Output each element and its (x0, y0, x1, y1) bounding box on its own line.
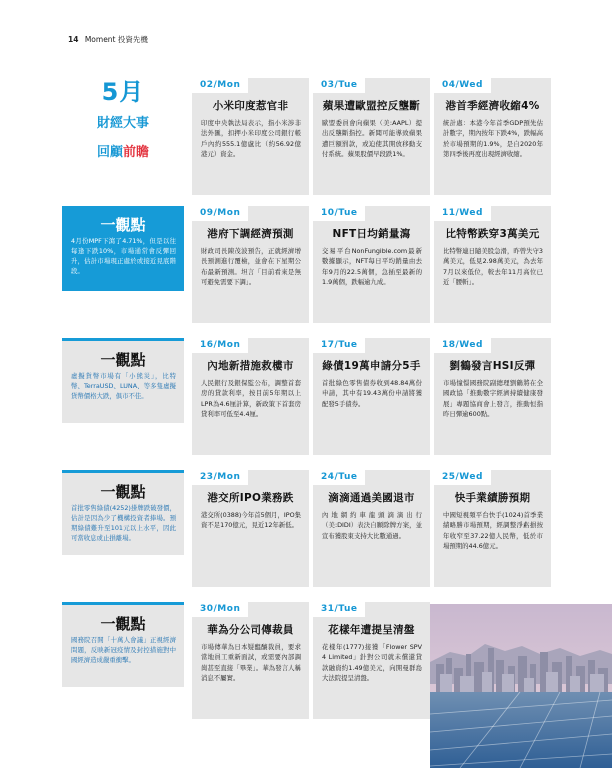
news-card (192, 470, 309, 587)
viewpoint-title: 一觀點 (100, 351, 146, 369)
card-body: 歐盟委員會向蘋果（美:AAPL）提出反壟斷指控。新聞可能導致蘋果遭巨額罰款，或迫使其開放移動支付系統。蘋果股價早段跌1%。 (322, 119, 422, 159)
running-header (68, 34, 148, 45)
title-line2-a: 回顧 (96, 145, 123, 160)
viewpoint-text: 首批零售綠債(4252)掛牌跌破發價，估計是因為少了機構投資者捧場。預期綠債難升至101元以上水平，因此可當收息或止損離場。 (71, 504, 176, 542)
news-card (434, 206, 551, 323)
card-title: 內地新措施救樓市 (207, 360, 294, 372)
title-line2 (62, 141, 184, 160)
card-body: 花樣年(1777)接獲「Flower SPV 4 Limited」針對公司就未償還貸款融資約1.49億美元，向開曼群島大法院提呈清盤。 (322, 643, 422, 683)
news-card (313, 470, 430, 587)
card-body: 首批綠色零售債券收到48.84萬份申請，其中有19.43萬份申請將獲配發5手債券。 (322, 379, 422, 408)
card-body: 港交所(0388)今年首5個月，IPO集資不足170億元，見近12年新低。 (201, 511, 301, 530)
news-card (192, 206, 309, 323)
card-title: 快手業績勝預期 (454, 492, 531, 504)
viewpoint-text: 4月份MPF下瀉了4.71%，但是以往每逢下跌10%，市場通常會反彈回升，估計市場現正處於或接近見底階段。 (71, 237, 176, 275)
card-body: 印度中央執法局表示，指小米涉非法外匯，扣押小米印度公司銀行帳戶內約555.1億盧比（約56.92億港元）資金。 (201, 119, 301, 159)
card-body: 中國短視頻平台快手(1024)首季業績略勝市場預期，經調整淨虧損按年收窄至37.22億人民幣，低於市場預期的44.6億元。 (443, 511, 543, 551)
viewpoint-box-2 (62, 338, 184, 423)
news-card (313, 338, 430, 455)
title-line1: 財經大事 (96, 116, 149, 131)
card-body: 統計處：本港今年首季GDP預先估計數字，期內按年下跌4%，跌幅高於市場預期的1.9%，是自2020年第四季後再度出現經濟收縮。 (443, 119, 543, 159)
card-date: 18/Wed (434, 338, 491, 353)
card-date: 25/Wed (434, 470, 491, 485)
card-date: 11/Wed (434, 206, 491, 221)
card-title: 蘋果遭歐盟控反壟斷 (322, 100, 421, 112)
news-card (313, 602, 430, 719)
news-card (434, 470, 551, 587)
card-title: 小米印度惹官非 (212, 100, 289, 112)
card-body: 人民銀行及銀保監公布，調整首套房的貸款利率，按目前5年期以上LPR為4.6厘計算，新政策下首套房貸利率可低至4.4厘。 (201, 379, 301, 419)
card-date: 16/Mon (192, 338, 248, 353)
viewpoint-title: 一觀點 (100, 615, 146, 633)
viewpoint-title: 一觀點 (100, 483, 146, 501)
card-date: 31/Tue (313, 602, 365, 617)
title-line2-b: 前瞻 (123, 145, 150, 160)
card-date: 04/Wed (434, 78, 491, 93)
card-date: 23/Mon (192, 470, 248, 485)
card-title: 港交所IPO業務跌 (207, 492, 294, 504)
card-body: 比特幣連日隨美股急滑，昨曾失守3萬美元，低見2.98萬美元，為去年7月以來低位，較去年11月高位已近「腰斬」。 (443, 247, 543, 287)
card-date: 17/Tue (313, 338, 365, 353)
viewpoint-box-4 (62, 602, 184, 687)
card-title: NFT日均銷量瀉 (332, 228, 411, 240)
card-date: 30/Mon (192, 602, 248, 617)
news-card (434, 338, 551, 455)
page-number: 14 (68, 35, 79, 44)
card-date: 03/Tue (313, 78, 365, 93)
magazine-name: Moment 投資先機 (84, 35, 148, 44)
card-date: 24/Tue (313, 470, 365, 485)
card-title: 綠債19萬申請分5手 (322, 360, 421, 372)
card-title: 滴滴通過美國退市 (328, 492, 415, 504)
news-card (192, 338, 309, 455)
news-card (192, 602, 309, 719)
news-card (313, 78, 430, 195)
news-card (434, 78, 551, 195)
card-body: 市場傳華為日本疑醞釀裁員，要求當地員工重新面試，或需要內部調崗甚至直接「畢業」。華為發言人稱消息不屬實。 (201, 643, 301, 683)
card-title: 比特幣跌穿3萬美元 (445, 228, 540, 240)
card-title: 花樣年遭提呈清盤 (328, 624, 415, 636)
card-title: 華為分公司傳裁員 (207, 624, 294, 636)
card-body: 交易平台NonFungible.com最新數據顯示，NFT每日平均銷量由去年9月的22.5萬個，急插至最新的1.9萬個，跌幅逾九成。 (322, 247, 422, 287)
section-title (62, 78, 184, 178)
viewpoint-text: 虛擬貨幣市場有「小熊災」，比特幣、TerraUSD、LUNA、等多隻虛擬貨幣價格大跌，俱市不佳。 (71, 372, 176, 400)
title-month: 5月 (101, 78, 145, 106)
card-date: 02/Mon (192, 78, 248, 93)
card-title: 港府下調經濟預測 (207, 228, 294, 240)
viewpoint-box-3 (62, 470, 184, 555)
card-body: 市場憧憬國務院副總理劉鶴將在全國政協「推動數字經濟持續健康發展」專題協商會上發言，推動恒指昨日彈逾600點。 (443, 379, 543, 419)
card-body: 財政司長陳茂波預告，正就經濟增長預測進行覆檢，並會在下星期公布最新預測。坦言「目前看來是無可避免需要下調」。 (201, 247, 301, 287)
viewpoint-box-1 (62, 206, 184, 291)
card-body: 內地網約車龍頭滴滴出行（美:DIDI）表決自願除牌方案，並宣布獲股東支持大比數通過。 (322, 511, 422, 540)
viewpoint-text: 國務院召開「十萬人會議」正視經濟問題，反映新冠疫情及封控措施對中國經濟造成嚴重衝擊。 (71, 636, 176, 664)
city-skyline-photo (430, 604, 612, 768)
viewpoint-title: 一觀點 (100, 216, 146, 234)
card-title: 劉鶴發言HSI反彈 (449, 360, 536, 372)
news-card (192, 78, 309, 195)
card-date: 10/Tue (313, 206, 365, 221)
card-title: 港首季經濟收縮4% (445, 100, 540, 112)
card-date: 09/Mon (192, 206, 248, 221)
news-card (313, 206, 430, 323)
